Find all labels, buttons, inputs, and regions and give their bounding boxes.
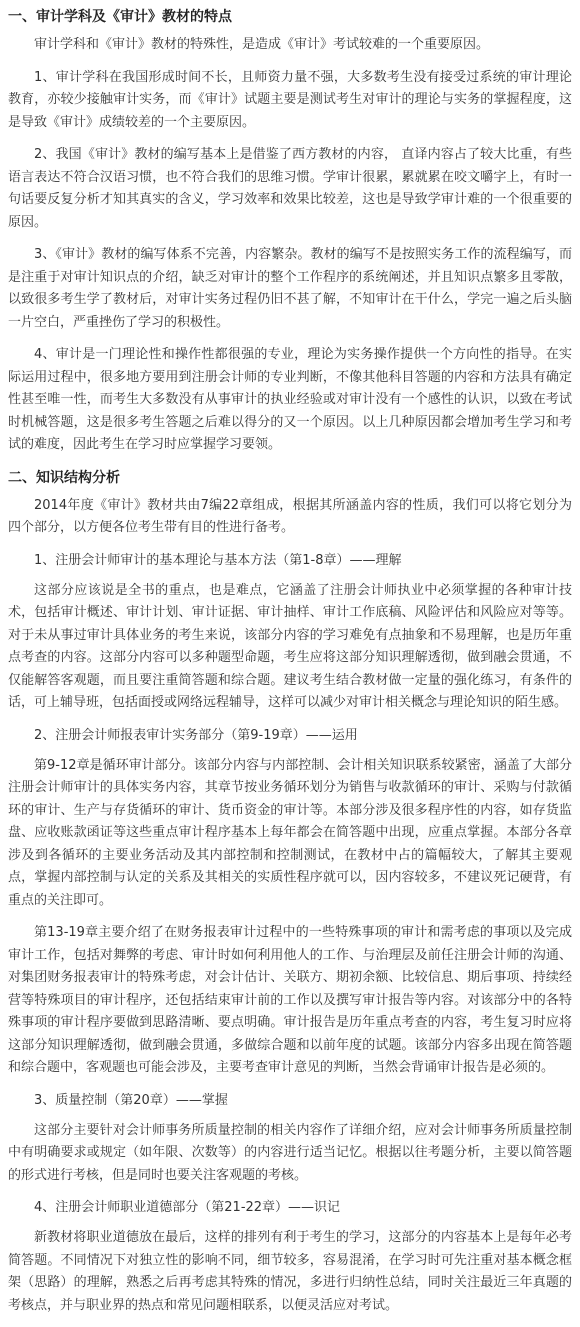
section1-intro: 审计学科和《审计》教材的特殊性，是造成《审计》考试较难的一个重要原因。 — [34, 37, 490, 52]
section1-paragraph-1: 1、审计学科在我国形成时间不长，且师资力量不强，大多数考生没有接受过系统的审计理论教育，亦较少接触审计实务，而《审计》试题主要是测试考生对审计的理论与实务的掌握程度，这是导致《审计》成绩较差的一个主要原因。 — [8, 69, 572, 130]
part4-heading: 4、注册会计师职业道德部分（第21-22章）——识记 — [34, 1200, 341, 1215]
part3-paragraph-1: 这部分主要针对会计师事务所质量控制的相关内容作了详细介绍，应对会计师事务所质量控制中有明确要求或规定（如年限、次数等）的内容进行适当记忆。根据以往考题分析，主要以简答题的形式进行考核，但是同时也要关注客观题的考核。 — [8, 1122, 572, 1183]
part2-paragraph-2: 第13-19章主要介绍了在财务报表审计过程中的一些特殊事项的审计和需考虑的事项以及完成审计工作，包括对舞弊的考虑、审计时如何利用他人的工作、与治理层及前任注册会计师的沟通、对集团财务报表审计的特殊考虑，对会计估计、关联方、期初余额、比较信息、期后事项、持续经营等特殊项目的审计程序，还包括结束审计前的工作以及撰写审计报告等内容。对该部分中的各特殊事项的审计程序要做到思路清晰、要点明确。审计报告是历年重点考查的内容，考生复习时应将这部分知识理解透彻，做到融会贯通，多做综合题和以前年度的试题。该部分内容多出现在简答题和综合题中，客观题也可能会涉及，主要考查审计意见的判断，当然会背诵审计报告是必须的。 — [8, 925, 572, 1075]
part2-heading: 2、注册会计师报表审计实务部分（第9-19章）——运用 — [34, 727, 358, 743]
section1-paragraph-3: 3、《审计》教材的编写体系不完善，内容繁杂。教材的编写不是按照实务工作的流程编写，而是注重于对审计知识点的介绍，缺乏对审计的整个工作程序的系统阐述，并且知识点繁多且零散，以致很多考生学了教材后，对审计实务过程仍旧不甚了解，不知审计在干什么，学完一遍之后头脑一片空白，严重挫伤了学习的积极性。 — [8, 247, 572, 330]
section1-paragraph-2: 2、我国《审计》教材的编写基本上是借鉴了西方教材的内容， 直译内容占了较大比重，有些语言表达不符合汉语习惯，也不符合我们的思维习惯。学审计很累，累就累在咬文嚼字上，有时一句话要反复分析才知其真实的含义，学习效率和效果比较差，这也是导致学审计难的一个很重要的原因。 — [8, 147, 572, 230]
section1-title: 一、审计学科及《审计》教材的特点 — [8, 9, 232, 25]
section2-title: 二、知识结构分析 — [8, 469, 120, 486]
part2-paragraph-1: 第9-12章是循环审计部分。该部分内容与内部控制、会计相关知识联系较紧密，涵盖了大部分注册会计师审计的具体实务内容，其章节按业务循环划分为销售与收款循环的审计、采购与付款循环的审计、生产与存货循环的审计、货币资金的审计等。本部分涉及很多程序性的内容，如存货监盘、应收账款函证等这些重点审计程序基本上每年都会在简答题中出现，应重点掌握。本部分各章涉及到各循环的主要业务活动及其内部控制和控制测试，在教材中占的篇幅较大，了解其主要观点，掌握内部控制与认定的关系及其相关的实质性程序就可以，因内容较多，不建议死记硬背，有重点的关注即可。 — [8, 757, 572, 908]
part4-paragraph-1: 新教材将职业道德放在最后，这样的排列有利于考生的学习，这部分的内容基本上是每年必考简答题。不同情况下对独立性的影响不同，细节较多，容易混淆，在学习时可先注重对基本概念框架（思路）的理解，熟悉之后再考虑其特殊的情况，多进行归纳性总结，同时关注最近三年真题的考核点，并与职业界的热点和常见问题相联系，以便灵活应对考试。 — [8, 1230, 572, 1313]
part1-paragraph-1: 这部分应该说是全书的重点，也是难点，它涵盖了注册会计师执业中必须掌握的各种审计技术，包括审计概述、审计计划、审计证据、审计抽样、审计工作底稿、风险评估和风险应对等等。对于未从事过审计具体业务的考生来说，该部分内容的学习难免有点抽象和不易理解，也是历年重点考查的内容。这部分内容可以多种题型命题，考生应将这部分知识理解透彻，做到融会贯通，不仅能解答客观题，而且要注重简答题和综合题。建议考生结合教材做一定量的强化练习，有条件的话，可上辅导班，包括面授或网络远程辅导，这样可以减少对审计相关概念与理论知识的陌生感。 — [8, 582, 572, 710]
part3-heading: 3、质量控制（第20章）——掌握 — [34, 1092, 228, 1108]
section1-paragraph-4: 4、审计是一门理论性和操作性都很强的专业，理论为实务操作提供一个方向性的指导。在实际运用过程中，很多地方要用到注册会计师的专业判断，不像其他科目答题的内容和方法具有确定性甚至唯一性，而考生大多数没有从事审计的执业经验或对审计没有一个感性的认识，以致在考试时机械答题，这是很多考生答题之后难以得分的又一个原因。以上几种原因都会增加考生学习和考试的难度，因此考生在学习时应掌握学习要领。 — [8, 347, 572, 452]
part1-heading: 1、注册会计师审计的基本理论与基本方法（第1-8章）——理解 — [34, 552, 402, 568]
section2-intro: 2014年度《审计》教材共由7编22章组成，根据其所涵盖内容的性质，我们可以将它划分为四个部分，以方便各位考生带有目的性进行备考。 — [8, 497, 572, 535]
